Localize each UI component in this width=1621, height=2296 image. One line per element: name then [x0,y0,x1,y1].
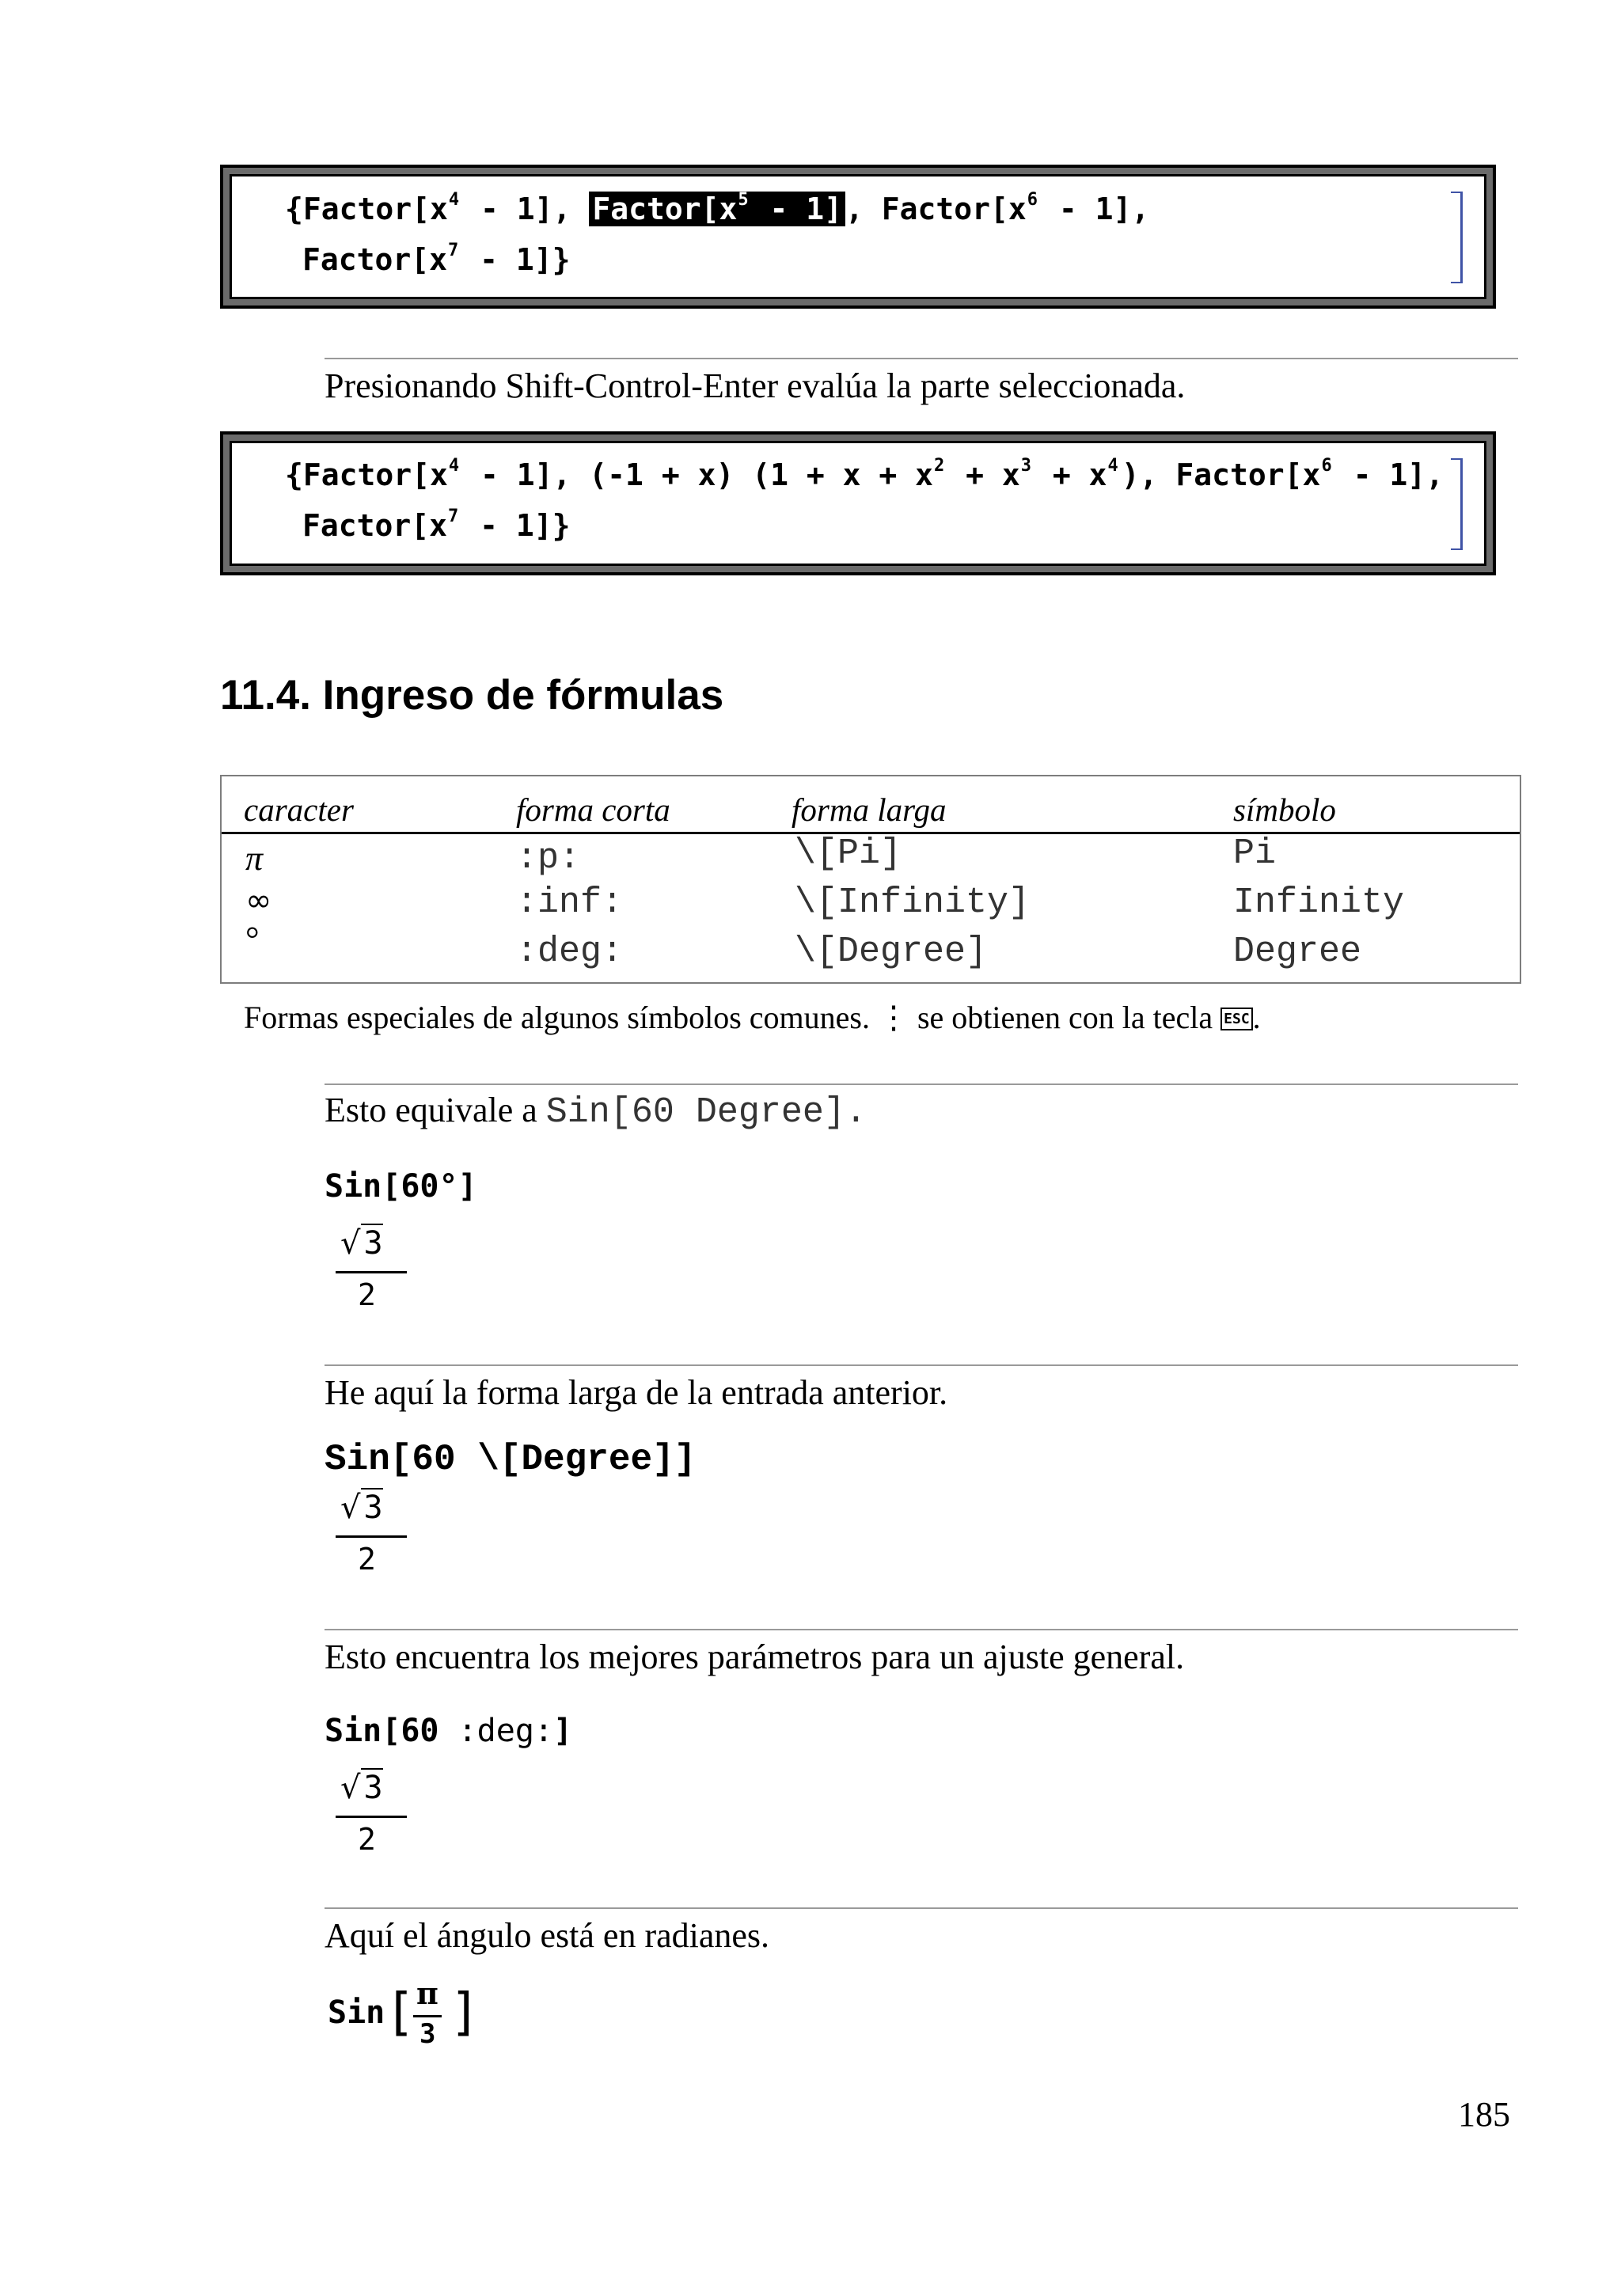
left-bracket: [ [385,1983,416,2042]
cell-bracket[interactable] [1451,458,1463,550]
table-cell: Infinity [1233,882,1405,923]
cell1-text: , Factor[x [845,192,1027,226]
input-expression[interactable]: Sin [ π 3 ] [328,1975,480,2050]
input-expression[interactable]: Sin[60 :deg:] [325,1713,573,1749]
table-cell: Degree [1233,932,1362,972]
notebook-cell-1[interactable] [220,165,1496,309]
denominator: 2 [358,1542,376,1577]
cell2-line2: $Factor[x^7 - 1]$} [302,507,571,543]
symbols-table [220,775,1521,984]
table-cell: :inf: [516,882,624,923]
table-cell: \[Pi] [795,833,902,874]
divider [325,1083,1518,1085]
cell1-text: Factor[x [302,242,448,277]
table-cell: ° [245,920,260,958]
table-cell: \[Degree] [795,932,988,972]
section-title: 11.4. Ingreso de fórmulas [220,672,724,719]
output-fraction [332,1490,412,1577]
denominator: 2 [358,1277,376,1312]
fraction-bar [336,1816,407,1818]
denominator: 2 [358,1822,376,1857]
sqrt-icon: √ [340,1490,361,1526]
divider [325,358,1518,359]
divider [325,1364,1518,1366]
table-header: forma corta [516,791,670,828]
denominator: 3 [419,2018,436,2050]
table-cell: Pi [1233,833,1277,874]
fraction-bar [413,2015,442,2017]
cell1-text: - 1]} [461,242,571,277]
sqrt-icon: √ [340,1770,361,1806]
vertical-dots-symbol: ⋮ [877,1000,909,1036]
divider [325,1907,1518,1909]
example-text: Aquí el ángulo está en radianes. [325,1916,770,1955]
table-header: símbolo [1233,791,1336,828]
fraction-bar [336,1271,407,1273]
example-text: Esto encuentra los mejores parámetros para un ajuste general. [325,1638,1185,1676]
table-cell: :deg: [516,932,624,972]
fraction-bar [336,1535,407,1538]
output-fraction [332,1225,412,1312]
table-header: forma larga [792,791,947,828]
cell1-text: - 1], [1041,192,1150,226]
example-text: Esto equivale a Sin[60 Degree]. [325,1091,867,1133]
page-number: 185 [1458,2095,1510,2134]
table-cell: π [245,839,264,878]
cell1-line1 [285,190,1149,226]
table-caption: Formas especiales de algunos símbolos comunes. ⋮ se obtienen con la tecla ESC . [244,1000,1261,1036]
example-text: He aquí la forma larga de la entrada anterior. [325,1373,948,1412]
divider [325,1629,1518,1630]
numerator: π [416,1975,438,2011]
notebook-cell-2[interactable] [220,431,1496,575]
input-expression[interactable]: Sin[60°] [325,1168,477,1205]
cell-bracket[interactable] [1451,192,1463,283]
note-text: Presionando Shift-Control-Enter evalúa la parte seleccionada. [325,366,1186,405]
numerator: √ 3 [340,1225,383,1262]
numerator: √ 3 [340,1490,383,1526]
sqrt-icon: √ [340,1225,361,1262]
table-cell: \[Infinity] [795,882,1031,923]
cell1-line2 [302,241,571,277]
exponent: 6 [1027,190,1038,210]
inline-code: Sin[60 Degree]. [545,1092,867,1133]
cell1-text: - 1], [462,192,590,226]
exponent: 7 [448,241,459,260]
cell2-line1: {$Factor[x^4 - 1]$, (-1 + x) ($1 + x + x^2 + x^3 + x^4$ ), $Factor[x^6 - 1]$, [285,456,1444,492]
selected-expression[interactable]: $Factor[x^5 - 1]$ [589,192,845,226]
cell1-text: {Factor[x [285,192,448,226]
table-cell: :p: [516,838,581,879]
table-header: caracter [244,791,354,828]
input-expression[interactable]: Sin[60 \[Degree]] [325,1439,697,1480]
table-cell: ∞ [245,882,272,919]
escape-key-icon: ESC [1220,1008,1253,1030]
right-bracket: ] [450,1983,480,2042]
output-fraction [332,1770,412,1857]
numerator: √ 3 [340,1770,383,1806]
exponent: 4 [448,190,460,210]
